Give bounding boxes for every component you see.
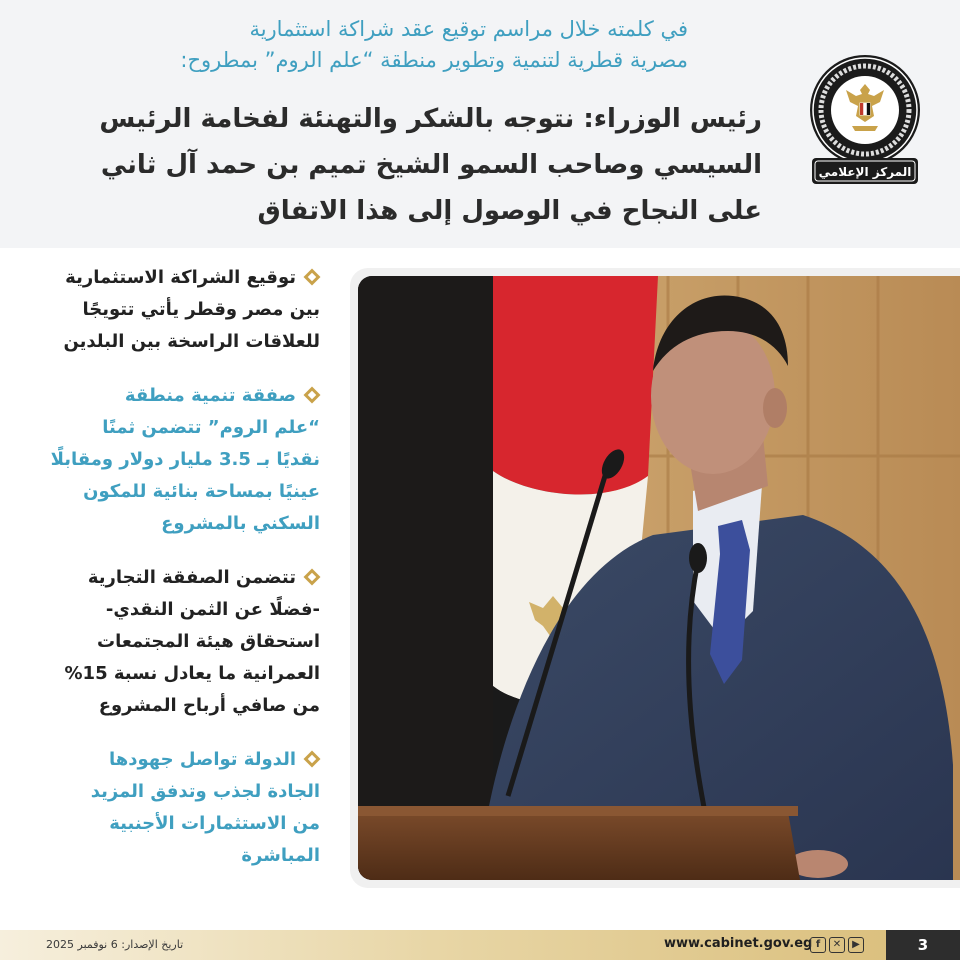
bullet-line bbox=[20, 626, 320, 658]
bullet-line-text: السكني بالمشروع bbox=[161, 513, 320, 534]
headline-line: السيسي وصاحب السمو الشيخ تميم بن حمد آل ثاني bbox=[100, 150, 762, 180]
issue-date: تاريخ الإصدار: 6 نوفمبر 2025 bbox=[46, 938, 184, 951]
bullet-line bbox=[20, 262, 320, 294]
speaker-photo bbox=[358, 276, 960, 880]
bullet-line bbox=[20, 808, 320, 840]
bullet-line-text: للعلاقات الراسخة بين البلدين bbox=[63, 331, 320, 352]
headline bbox=[42, 96, 762, 234]
bullet-line-text: المباشرة bbox=[241, 845, 320, 866]
cabinet-media-center-logo bbox=[806, 54, 924, 188]
bullet-line-text: بين مصر وقطر يأتي تتويجًا bbox=[82, 299, 320, 320]
subtitle-line: مصرية قطرية لتنمية وتطوير منطقة “علم الروم” بمطروح: bbox=[180, 48, 688, 72]
youtube-icon[interactable]: ▶ bbox=[848, 937, 864, 953]
list-item bbox=[20, 744, 320, 872]
bullet-line bbox=[20, 658, 320, 690]
social-icons bbox=[810, 937, 864, 953]
bullet-line-text: “علم الروم” تتضمن ثمنًا bbox=[102, 417, 320, 438]
bullet-line-text: عينيًا بمساحة بنائية للمكون bbox=[83, 481, 320, 502]
bullet-line-text: توقيع الشراكة الاستثمارية bbox=[65, 267, 296, 288]
diamond-bullet-icon bbox=[304, 387, 320, 403]
bullet-line bbox=[20, 562, 320, 594]
diamond-bullet-icon bbox=[304, 751, 320, 767]
headline-line: رئيس الوزراء: نتوجه بالشكر والتهنئة لفخامة الرئيس bbox=[99, 104, 762, 134]
list-item bbox=[20, 380, 320, 540]
bullet-line-text: من صافي أرباح المشروع bbox=[98, 695, 320, 716]
logo-banner-text: المركز الإعلامي bbox=[818, 165, 912, 179]
bullet-line bbox=[20, 476, 320, 508]
bullet-line-text: العمرانية ما يعادل نسبة 15% bbox=[64, 663, 320, 684]
diamond-bullet-icon bbox=[304, 569, 320, 585]
bullet-line-text: نقديًا بـ 3.5 مليار دولار ومقابلًا bbox=[50, 449, 320, 470]
facebook-icon[interactable]: f bbox=[810, 937, 826, 953]
bullet-line bbox=[20, 776, 320, 808]
bullet-line bbox=[20, 840, 320, 872]
footer-bar bbox=[0, 930, 960, 960]
page-number: 3 bbox=[886, 930, 960, 960]
bullet-line bbox=[20, 690, 320, 722]
x-icon[interactable]: ✕ bbox=[829, 937, 845, 953]
website-link[interactable]: www.cabinet.gov.eg bbox=[664, 936, 813, 951]
header bbox=[0, 0, 960, 248]
bullet-line-text: الدولة تواصل جهودها bbox=[108, 749, 296, 770]
bullet-line bbox=[20, 380, 320, 412]
list-item bbox=[20, 262, 320, 358]
subtitle-line: في كلمته خلال مراسم توقيع عقد شراكة استثمارية bbox=[249, 17, 688, 41]
bullet-line bbox=[20, 744, 320, 776]
list-item bbox=[20, 562, 320, 722]
subtitle bbox=[48, 14, 688, 76]
key-points-list bbox=[20, 262, 320, 894]
bullet-line bbox=[20, 326, 320, 358]
bullet-line bbox=[20, 294, 320, 326]
bullet-line bbox=[20, 508, 320, 540]
bullet-line bbox=[20, 594, 320, 626]
bullet-line-text: من الاستثمارات الأجنبية bbox=[109, 813, 320, 834]
bullet-line-text: -فضلًا عن الثمن النقدي- bbox=[105, 599, 320, 620]
headline-line: على النجاح في الوصول إلى هذا الاتفاق bbox=[257, 196, 762, 226]
diamond-bullet-icon bbox=[304, 269, 320, 285]
bullet-line-text: تتضمن الصفقة التجارية bbox=[87, 567, 296, 588]
bullet-line bbox=[20, 412, 320, 444]
bullet-line-text: صفقة تنمية منطقة bbox=[124, 385, 296, 406]
bullet-line-text: الجادة لجذب وتدفق المزيد bbox=[90, 781, 320, 802]
bullet-line-text: استحقاق هيئة المجتمعات bbox=[96, 631, 320, 652]
bullet-line bbox=[20, 444, 320, 476]
